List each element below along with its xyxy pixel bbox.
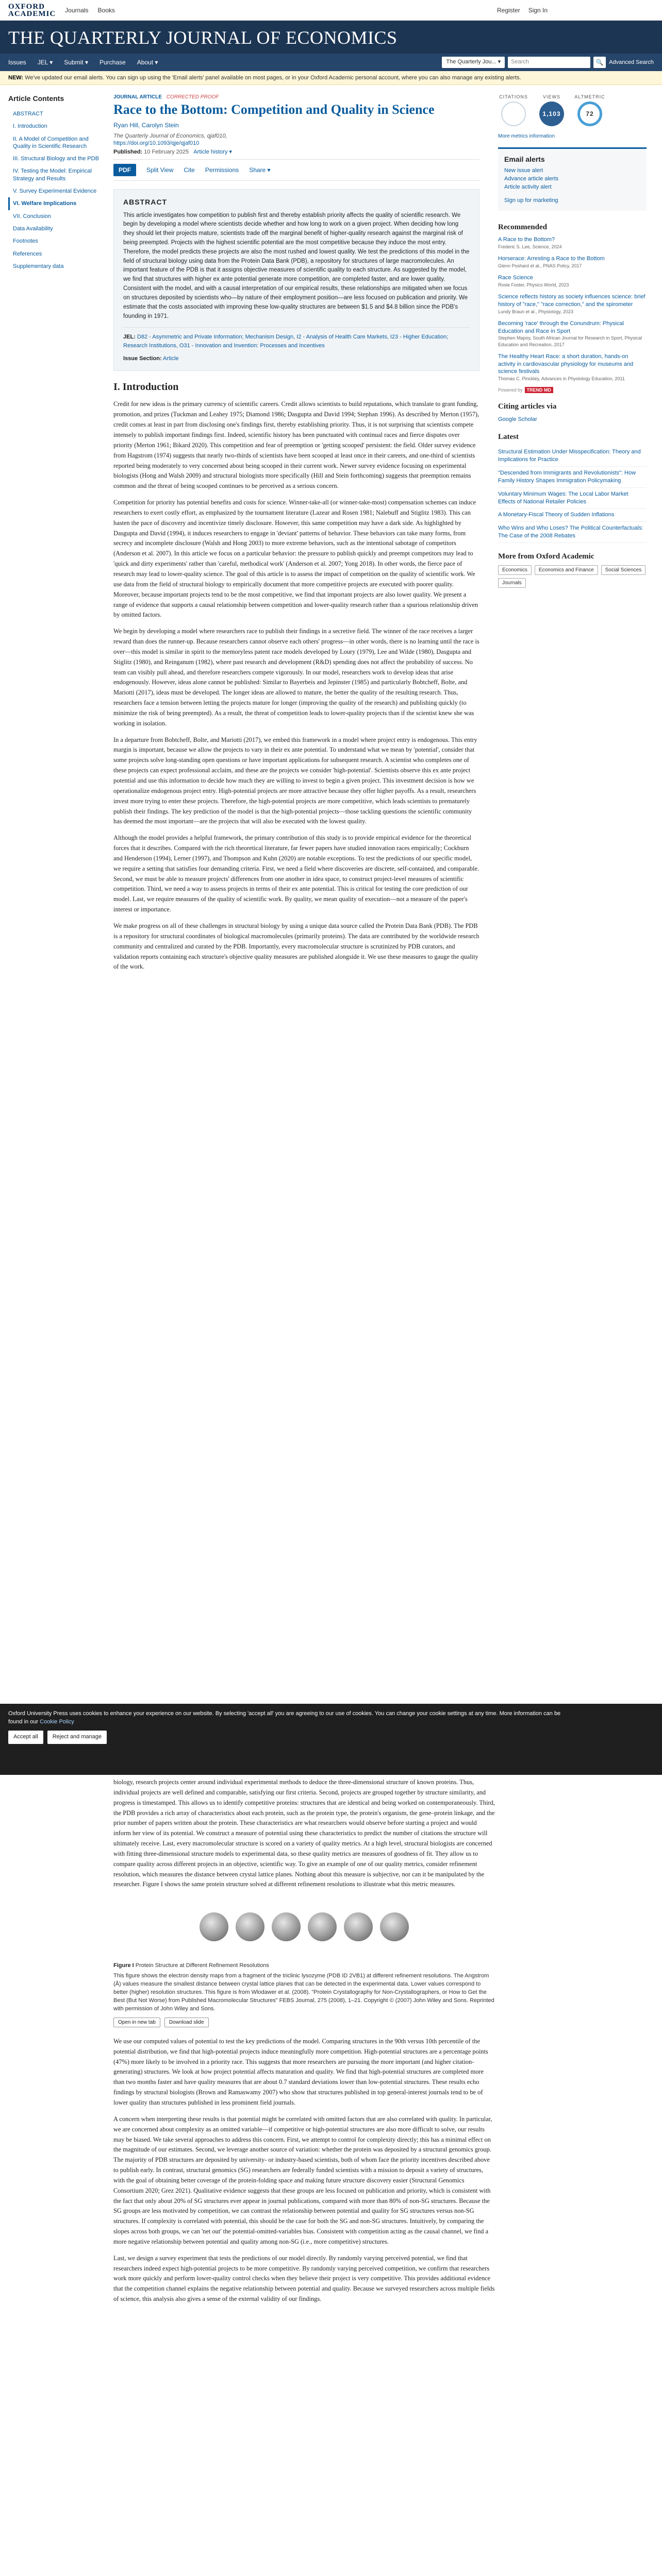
jel-label: JEL: [123,334,136,341]
toc-item[interactable]: III. Structural Biology and the PDB [13,156,99,162]
search-icon[interactable]: 🔍 [593,57,606,68]
cite-button[interactable]: Cite [184,166,195,174]
toc-item[interactable]: ABSTRACT [13,111,43,117]
recommended-link[interactable]: Becoming 'race' through the Conundrum: Physical Education and Race in Sport [498,320,624,334]
body-paragraph: Competition for priority has potential benefits and costs for science. Winner-take-all (or winner-take-most) compensation schemes can induce researchers to exert costly effort, as emphasized by the tournament literature (Lazear and Rosen 1981; Nalebuff and Stiglitz 1983). This can hasten the pace of discovery and incentivize timely disclosure. However, this same competition may have a dark side. As highlighted by Dasgupta and David (1994), it induces researchers to engage in 'deviant' patterns of behavior. These behaviors can take many forms, from secrecy and incomplete disclosure (Walsh and Hong 2003) to more extreme behaviors, such as the intentional sabotage of competitors (Anderson et al. 2007). In this article we focus on a particular behavior: the pressure to publish quickly and preempt competitors may lead to 'quick and dirty experiments' rather than 'careful, methodical work' (Anderson et al. 2007; Yong 2018). In other words, the fierce pace of research may lead to lower-quality science. The goal of this article is to assess the impact of competition on the quality of scientific work. We use data from the field of structural biology to empirically document that more competitive projects are executed with poorer quality. Moreover, because important projects tend to be the most competitive, we find that important projects are also lower quality. We present a range of evidence that supports a causal relationship between competition and lower-quality research rather than a spurious relationship driven by omitted factors. [113,499,478,619]
figure-caption-title [113,1962,495,1970]
body-paragraph: biology, research projects center around individual experimental methods to deduce the three-dimensional structure of known proteins. Thus, individual projects are well defined and comparable, satisfying our first criteria. Second, projects are grouped together by structure similarity, and progress is timestamped. This allows us to identify competitive proteins: structures that are identical and being worked on contemporaneously. Third, the PDB provides a rich array of characteristics about each protein, such as the protein type, the protein's organism, the gene–protein linkage, and the prior number of papers written about the protein. These characteristics are what researchers would observe before starting a project and would inform her view of its potential. We construct a measure of potential using these characteristics to predict the number of citations the structure will ultimately receive. Last, every macromolecular structure is scored on a variety of quality metrics. At a high level, structural biologists are concerned with fitting three-dimensional structure models to experimental data, so these quality metrics are measures of goodness of fit. They allow us to compare quality across different projects in an objective, scientific way. To give an example of one of our quality metrics, consider refinement resolution, which measures the distance between crystal lattice planes. Nothing about this measure is subjective, nor can it be manipulated by the researcher. Figure I shows the same protein structure solved at different refinement resolutions to illustrate what this metric measures. [113,1778,495,1888]
citing-title: Citing articles via [498,402,557,411]
figure-caption: This figure shows the electron density maps from a fragment of the triclinic lysozyme (PDB ID 2VB1) at different refinement resolutions. The Angstrom (Å) values measure the smallest distance between crystal lattice planes that can be detected in the experimental data. Lower values correspond to better (higher) resolution structures. This figure is from Wlodawer et al. (2008). "Protein Crystallography for Non-Crystallographers, or How to Get the Best (But Not Worse) from Published Macromolecular Structures" FEBS Journal, 275 (2008), 1–21. Copyright © (2007) John Wiley and Sons. Reprinted with permission of John Wiley and Sons. [113,1973,494,2012]
journal-nav [0,54,662,71]
latest-title: Latest [498,433,519,442]
journals-link[interactable]: Journals [65,6,89,14]
recommended-link[interactable]: Race Science [498,274,533,281]
body-paragraph: We make progress on all of these challenges in structural biology by using a unique data source called the Protein Data Bank (PDB). The PDB is a repository for structural coordinates of biological macromolecules (primarily proteins). The data are contributed by the worldwide research community and centralized and curated by the PDB. Importantly, every macromolecular structure is scrutinized by PDB curators, and validation reports containing each structure's objective quality measures are published alongside it. We use these measures to gauge the quality of the work. [113,922,479,971]
cookie-banner [0,1704,662,1775]
abstract-text: This article investigates how competition to publish first and thereby establish priority affects the quality of scientific research. We begin by developing a model where scientists decide whether and how long to work on a given project. When deciding how long they should let their projects mature, scientists trade off the marginal benefit of higher-quality research against the marginal risk of being preempted. Projects with the highest scientific potential are the most competitive because they induce the most entry. Therefore, the model predicts these projects are also the most rushed and lowest quality. We test the predictions of this model in the field of structural biology using data from the Protein Data Bank (PDB), a repository for structures of large macromolecules. An important feature of the PDB is that it assigns objective measures of scientific quality to each structure. As suggested by the model, we find that structures with higher ex ante potential generate more competition, are completed faster, and are lower quality. Consistent with the model, and with a causal interpretation of our empirical results, these relationships are mitigated when we focus on structures deposited by scientists who—by nature of their employment position—are less focused on publication and priority. We estimate that the costs associated with improving these low-quality structures are between $1.5 and $4.8 billion since the PDB's founding in 1971. [123,212,470,319]
cookie-text: Oxford University Press uses cookies to enhance your experience on our website. By selecting 'accept all' you are agreeing to our use of cookies. You can change your cookie settings at any time. More information can be found in our [8,1710,561,1725]
recommended-item [498,320,647,348]
article-type-line [113,94,479,100]
tag-social-sciences[interactable]: Social Sciences [601,565,646,575]
reject-manage-button[interactable]: Reject and manage [47,1731,107,1744]
article-contents-sidebar [0,85,108,978]
body-paragraph: Although the model provides a helpful framework, the primary contribution of this study is to provide empirical evidence for the theoretical forces that it describes. Compared with the rich theoretical literature, far fewer papers have studied innovation races empirically; Cockburn and Henderson (1994), Lerner (1997), and Thompson and Kuhn (2020) are notable exceptions. To test the predictions of our specific model, we require a setting that satisfies four demanding criteria. First, we need a field where discoveries are discrete, self-contained, and comparable. Second, we must be able to measure projects' differences from one another in idea space, to construct project-level measures of scientific competition. Third, we need a way to assess projects in terms of their ex ante potential. This is critical for testing the core prediction of our model. Last, we require measures of the quality of scientific work. By quality, we mean quality of execution—not a measure of the paper's interest or importance. [113,834,479,913]
altmetric-metric[interactable] [574,94,605,128]
recommended-item [498,274,647,288]
toc-item[interactable]: II. A Model of Competition and Quality in Scientific Research [13,135,89,149]
toc-item[interactable]: Data Availability [13,225,53,232]
doi-link[interactable]: https://doi.org/10.1093/qje/qjaf010 [113,140,200,146]
figure-1 [113,1896,495,2027]
density-map-shape [344,1912,373,1941]
jel-codes [123,327,470,350]
recommended-meta: Lundy Braun et al., Physiology, 2023 [498,309,573,314]
recommended-link[interactable]: A Race to the Bottom? [498,236,555,243]
tag-economics[interactable]: Economics [498,565,532,575]
recommended-meta: Frederic S. Lee, Science, 2024 [498,244,562,249]
more-from-oxford-title: More from Oxford Academic [498,552,594,561]
body-paragraph: In a departure from Bobtcheff, Bolte, and Mariotti (2017), we embed this framework in a model where project entry is endogenous. This entry margin is important, because we allow the projects to vary in their ex ante potential. To understand what we mean by 'potential', consider that some projects solve long-standing open questions or have important applications for subsequent research. A scientist who completes one of these projects can expect professional acclaim, and these are the projects we consider 'high-potential'. Scientists observe this ex ante project potential and use this information to decide how much they are willing to invest to begin a given project. This investment decision is how we operationalize endogenous project entry. High-potential projects are more attractive because they offer higher payoffs. As a result, researchers invest more trying to enter these projects. Therefore, the high-potential projects are more competitive, which leads scientists to prematurely publish their findings. The key prediction of the model is that the high-potential projects—those tackling questions the scientific community has deemed the most important—are the projects that will also be executed with the lowest quality. [113,736,477,825]
permissions-button[interactable]: Permissions [205,166,239,174]
recommended-section [498,223,647,588]
body-paragraph: A concern when interpreting these results is that potential might be correlated with omitted factors that are also correlated with quality. In particular, we are concerned about complexity as an omitted variable—if competitive or high-potential structures are also more difficult to solve, our results may be biased. We take several approaches to address this concern. First, we attempt to control for complexity directly; this has a minimal effect on the magnitude of our estimates. Second, we leverage another source of variation: whether the protein was deposited by a structural genomics group. The majority of PDB structures are deposited by university- or industry-based scientists, both of whom face the priority incentives described above to publish early. In contrast, structural genomics (SG) researchers are federally funded scientists with a mission to deposit a variety of structures, with the goal of obtaining better coverage of the protein-folding space and making future structure discovery easier (Structural Genomics Consortium 2020; Grez 2021). Qualitative evidence suggests that these groups are less focused on publication and priority, which is consistent with the fact that only about 20% of SG structures ever appear in journal publications, compared with more than 80% of non-SG structures. Because the SG groups are less motivated by competition, we can contrast the relationship between potential and quality for SG structures versus non-SG structures. If complexity is correlated with potential, this should be the case for both the SG and non-SG structures. Intuitively, by comparing the slopes across both groups, we can 'net out' the potential-omitted-variables bias. Consistent with competition acting as the causal channel, we find a more negative relationship between potential and quality among non-SG (i.e., more competitive) structures. [113,2115,492,2245]
nav-issues[interactable]: Issues [8,59,26,66]
recommended-link[interactable]: Science reflects history as society influences science: brief history of "race," "race correction," and the spirometer [498,293,646,308]
top-bar [0,0,662,21]
journal-citation: The Quarterly Journal of Economics, qjaf010, [113,132,227,139]
recommended-title: Recommended [498,223,547,231]
toc-item[interactable]: References [13,250,42,257]
views-label: VIEWS [542,94,560,99]
recommended-item [498,353,647,382]
article-toolbar [113,159,479,181]
trendmd-logo[interactable]: TREND MD [525,387,554,393]
oxford-academic-logo[interactable]: OXFORD ACADEMIC [8,2,56,18]
search-scope-select[interactable]: The Quarterly Jou... ▾ [442,57,505,68]
density-map-shape [236,1912,264,1941]
recommended-meta: Rosie Foster, Physics World, 2023 [498,282,569,287]
figure-label: Figure I [113,1962,134,1969]
more-metrics-link[interactable]: More metrics information [498,133,555,139]
issue-section [123,352,470,363]
body-paragraph: We begin by developing a model where researchers race to publish their findings in a secretive field. The winner of the race receives a larger reward than does the runner-up. Because researchers cannot observe each others' progress—in other words, there is no learning until the race is over—this model is similar in spirit to the memoryless patent race models developed by Loury (1979), Lee and Wilde (1980), Dasgupta and Stiglitz (1980), and Reinganum (1982), where past research and development (R&D) spending does not affect the probability of success. No team can visibly pull ahead, and therefore researchers compete vigorously. In our model, researchers work to develop ideas that arise endogenously. However, ideas alone cannot be published: Similar to Bayerbeis and Jepinster (1985) and particularly Bobtcheff, Bolte, and Mariotti (2017), ideas must be developed. The longer ideas are allowed to mature, the better the quality of the resulting research. Thus, researchers face a tension between letting the projects mature for longer (improving the quality of the research) and publishing quickly (to minimize the risk of being preempted). As a result, the threat of competition leads to lower-quality projects than if the scientist knew she was working in isolation. [113,628,479,727]
article-contents-title: Article Contents [8,94,64,103]
recommended-item [498,236,647,250]
latest-item[interactable]: "Descended from Immigrants and Revolutionists": How Family History Shapes Immigration Policymaking [498,467,647,488]
density-map-shape [380,1912,409,1941]
toc-item[interactable]: IV. Testing the Model: Empirical Strategy and Results [13,168,92,182]
density-map-shape [272,1912,301,1941]
toc-item[interactable]: I. Introduction [13,123,47,130]
latest-item[interactable]: Structural Estimation Under Misspecification: Theory and Implications for Practice [498,446,647,467]
email-alerts-title: Email alerts [504,155,545,163]
new-issue-alert-link[interactable]: New issue alert [504,167,543,174]
recommended-link[interactable]: Horserace: Arresting a Race to the Bottom [498,255,605,262]
register-link[interactable]: Register [497,6,520,14]
alert-new-label: NEW: [8,75,24,81]
article-title: Race to the Bottom: Competition and Quality in Science [113,102,435,117]
publication-info [113,148,479,155]
toc-item[interactable]: Footnotes [13,238,38,245]
views-metric[interactable] [536,94,567,128]
issue-section-link[interactable]: Article [163,355,179,362]
nav-purchase[interactable]: Purchase [100,59,126,66]
recommended-item [498,255,647,269]
abstract-heading: ABSTRACT [123,197,167,206]
article-authors[interactable]: Ryan Hill, Carolyn Stein [113,121,179,129]
nav-about[interactable]: About ▾ [137,59,158,66]
nav-jel[interactable]: JEL ▾ [37,59,53,66]
body-paragraph: We use our computed values of potential to test the key predictions of the model. Comparing structures in the 90th versus 10th percentile of the potential distribution, we find that high-potential projects induce meaningfully more competition. High-potential structures are a percentage points (47%) more likely to be involved in a priority race. This suggests that more researchers are pursuing the more important (and higher citation-generating) structures. We look at how project potential affects maturation and quality. We find that high-potential structures are completed more than two months faster and have quality measures that are about 0.7 standard deviations lower than low-potential structures. These results echo findings by structural biologists (Brown and Ramaswamy 2007) who show that structures published in top general-interest journals tend to be of lower quality than structures published in less prominent field journals. [113,2037,488,2106]
google-scholar-link[interactable]: Google Scholar [498,416,537,423]
recommended-meta: Thomas C. Pinckley, Advances in Physiology Education, 2011 [498,376,625,382]
cookie-text-line [8,1710,575,1726]
abstract-box [113,189,479,371]
density-map-shape [200,1912,228,1941]
toc-item[interactable]: Supplementary data [13,263,64,269]
latest-item[interactable]: Who Wins and Who Loses? The Political Counterfactuals: The Case of the 2008 Rebates [498,522,647,543]
citations-label: CITATIONS [499,94,528,99]
article-continued [113,1777,495,2311]
journal-banner [0,21,662,54]
section-heading: I. Introduction [113,381,179,393]
views-badge: 1,103 [539,101,564,126]
figure-image[interactable] [113,1896,495,1958]
cookie-policy-link[interactable]: Cookie Policy [40,1718,74,1725]
jel-links[interactable]: D82 - Asymmetric and Private Information; Mechanism Design, I2 - Analysis of Health Care Markets, I23 - Higher Education; Research Institutions, O31 - Innovation and Invention: Processes and Incentives [123,334,449,349]
advanced-search-link[interactable]: Advanced Search [609,59,654,65]
article-main [108,85,490,978]
article-type: JOURNAL ARTICLE [113,94,162,100]
citations-metric[interactable] [498,94,529,128]
article-history-link[interactable]: Article history ▾ [193,148,232,155]
advance-article-alert-link[interactable]: Advance article alerts [504,176,559,182]
nav-submit[interactable]: Submit ▾ [64,59,88,66]
more-tags [498,565,647,588]
powered-by-label: Powered by [498,387,523,393]
latest-item[interactable]: Voluntary Minimum Wages: The Local Labor Market Effects of National Retailer Policies [498,488,647,509]
figure-title: Protein Structure at Different Refinement Resolutions [134,1962,269,1969]
pdf-button[interactable]: PDF [113,164,136,176]
right-sidebar [490,85,655,978]
recommended-meta: Glenn Poshard et al., PNAS Policy, 2017 [498,263,582,268]
accept-all-button[interactable]: Accept all [8,1731,43,1744]
issue-section-label: Issue Section: [123,355,162,362]
article-activity-alert-link[interactable]: Article activity alert [504,184,552,190]
journal-title[interactable]: THE QUARTERLY JOURNAL OF ECONOMICS [8,27,398,48]
published-date: 10 February 2025 [144,148,189,155]
recommended-meta: Stephen Mapoy, South African Journal for Research in Sport, Physical Education and Recreation, 2017 [498,335,642,347]
trendmd-credit [498,387,647,393]
email-alert-banner [0,71,662,85]
email-alerts-box [498,147,647,211]
toc-item-active[interactable]: VI. Welfare Implications [8,197,100,210]
article-status: CORRECTED PROOF [166,94,219,100]
alert-text: We've updated our email alerts. You can sign up using the 'Email alerts' panel available on most pages, or in your Oxford Academic personal account, where you can also manage any existing alerts. [23,75,521,81]
latest-list [498,446,647,543]
altmetric-label: ALTMETRIC [574,94,605,99]
sign-in-link[interactable]: Sign In [528,6,548,14]
tag-journals[interactable]: Journals [498,578,526,588]
body-paragraph: Last, we design a survey experiment that tests the predictions of our model directly. By randomly varying perceived potential, we find that researchers indeed expect high-potential projects to be more competitive. By randomly varying perceived competition, we confirm that researchers work more quickly and perform lower-quality control checks when they believe their project is very competitive. This provides additional evidence that the competition channel explains the negative relationship between potential and quality. Because we surveyed researchers across multiple fields of science, this analysis also gives a sense of the external validity of our findings. [113,2254,495,2303]
search-bar [442,57,654,68]
recommended-link[interactable]: The Healthy Heart Race: a short duration, hands-on activity in cardiovascular physiology for museums and science festivals [498,353,634,375]
body-paragraph: Credit for new ideas is the primary currency of scientific careers. Credit allows scientists to build reputations, which translate to grant funding, promotion, and prizes (Tuckman and Leahey 1975; Diamond 1986; Dasgupta and David 1994; Stephan 1996). As described by Merton (1957), credit comes at least in part from disclosing one's findings first, thereby establishing priority. Thus, it is not surprising that scientists compete intensely to publish important findings first. Indeed, scientific history has been punctuated with continual races and fierce disputes over priority (Merton 1961; Bikard 2020). This competition and fear of preemption or 'getting scooped' persistent: the field. Older survey evidence from Hagstrom (1974) suggests that nearly two-thirds of scientists have been scooped at least once in their careers, and one-third of scientists reported being moderately to very concerned about being scooped in their current work. Newer survey evidence focusing on experimental biologists (Hong and Walsh 2009) and structural biologists more specifically (Hill and Stein forthcoming) suggests that preemption remains common and the threat of being scooped continues to be perceived as a serious concern. [113,400,479,490]
latest-item[interactable]: A Monetary-Fiscal Theory of Sudden Inflations [498,509,647,522]
density-map-shape [308,1912,337,1941]
altmetric-badge: 72 [577,101,602,126]
open-new-tab-button[interactable]: Open in new tab [113,2018,160,2027]
download-slide-button[interactable]: Download slide [164,2018,209,2027]
toc-item[interactable]: V. Survey Experimental Evidence [13,188,97,195]
books-link[interactable]: Books [97,6,115,14]
search-input[interactable]: Search [508,57,590,68]
marketing-signup-link[interactable]: Sign up for marketing [504,197,558,204]
citations-badge [501,101,526,126]
toc-item[interactable]: VII. Conclusion [13,213,51,219]
share-button[interactable]: Share ▾ [249,166,271,174]
tag-economics-finance[interactable]: Economics and Finance [535,565,598,575]
published-label: Published: [113,148,143,155]
article-metrics [498,94,647,128]
split-view-button[interactable]: Split View [146,166,174,174]
recommended-item [498,293,647,315]
